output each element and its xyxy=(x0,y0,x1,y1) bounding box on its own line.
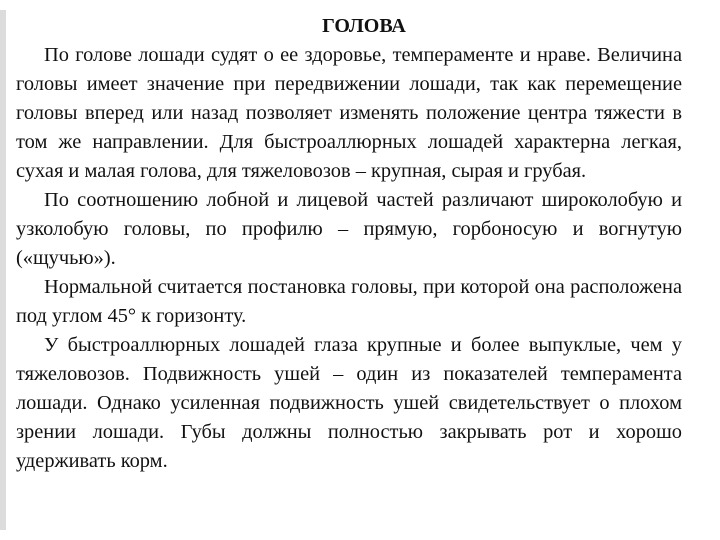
slide-accent-bar xyxy=(0,10,6,530)
text-body xyxy=(16,12,682,476)
paragraph-4: У быстроаллюрных лошадей глаза крупные и более выпуклые, чем у тяжеловозов. Подвижность ушей – один из показателей темперамента лошади. Однако усиленная подвижность ушей свидетельствует о плохом зрении лошади. Губы должны полностью закрывать рот и хорошо удерживать корм. xyxy=(16,334,682,472)
paragraph-2: По соотношению лобной и лицевой частей различают широколобую и узколобую головы, по профилю – прямую, горбоносую и вогнутую («щучью»). xyxy=(16,189,682,269)
paragraph-3: Нормальной считается постановка головы, при которой она расположена под углом 45° к горизонту. xyxy=(16,276,682,327)
page-title: ГОЛОВА xyxy=(322,15,406,37)
paragraph-1: По голове лошади судят о ее здоровье, темпераменте и нраве. Величина головы имеет значение при передвижении лошади, так как перемещение головы вперед или назад позволяет изменять положение центра тяжести в том же направлении. Для быстроаллюрных лошадей характерна легкая, сухая и малая голова, для тяжеловозов – крупная, сырая и грубая. xyxy=(16,44,682,182)
